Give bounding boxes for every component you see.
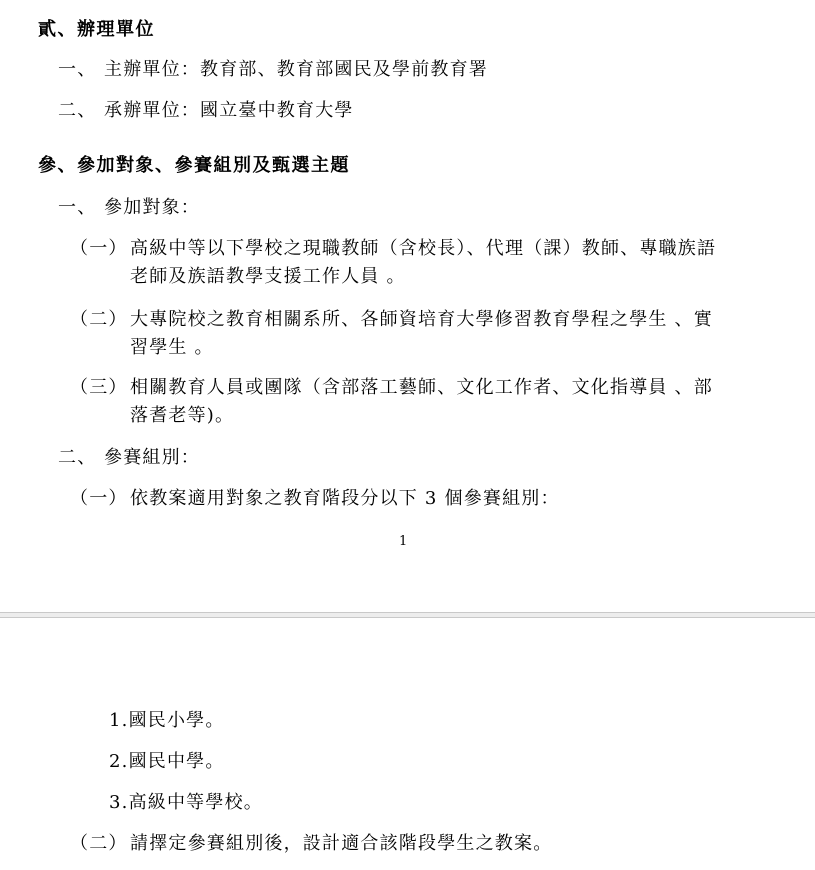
participant-item-2-line1: 大專院校之教育相關系所、各師資培育大學修習教育學程之學生 、實 [130,309,713,330]
organizer-host: 承辦單位：國立臺中教育大學 [104,100,354,121]
participant-item-1-line1: 高級中等以下學校之現職教師（含校長）、代理（課）教師、專職族語 [130,238,717,259]
level-item-1: 1.國民小學。 [109,710,225,731]
groups-marker: 二、 [58,447,97,468]
organizer-marker-1: 一、 [58,59,97,80]
organizer-main: 主辦單位：教育部、教育部國民及學前教育署 [104,59,488,80]
section-heading-participants: 參、參加對象、參賽組別及甄選主題 [38,155,350,176]
level-item-2: 2.國民中學。 [109,751,225,772]
participant-item-2-line2: 習學生 。 [130,337,214,358]
level-item-3: 3.高級中等學校。 [109,792,263,813]
participant-item-1-line2: 老師及族語教學支援工作人員 。 [130,266,406,287]
participant-marker-1: （一） [70,238,128,259]
participants-title: 參加對象： [104,197,200,218]
participants-marker: 一、 [58,197,97,218]
participant-item-3-line2: 落耆老等)。 [130,405,235,426]
groups-item-2-text: 請擇定參賽組別後，設計適合該階段學生之教案。 [130,833,553,854]
groups-title: 參賽組別： [104,447,200,468]
groups-item-1-text: 依教案適用對象之教育階段分以下 3 個參賽組別： [130,488,560,509]
document-page-2 [0,618,815,870]
page-number: 1 [399,534,408,549]
groups-item-1-marker: （一） [70,488,128,509]
section-heading-organizers: 貳、辦理單位 [38,19,155,40]
participant-item-3-line1: 相關教育人員或團隊（含部落工藝師、文化工作者、文化指導員 、部 [130,377,713,398]
participant-marker-2: （二） [70,309,128,330]
organizer-marker-2: 二、 [58,100,97,121]
participant-marker-3: （三） [70,377,128,398]
groups-item-2-marker: （二） [70,833,128,854]
